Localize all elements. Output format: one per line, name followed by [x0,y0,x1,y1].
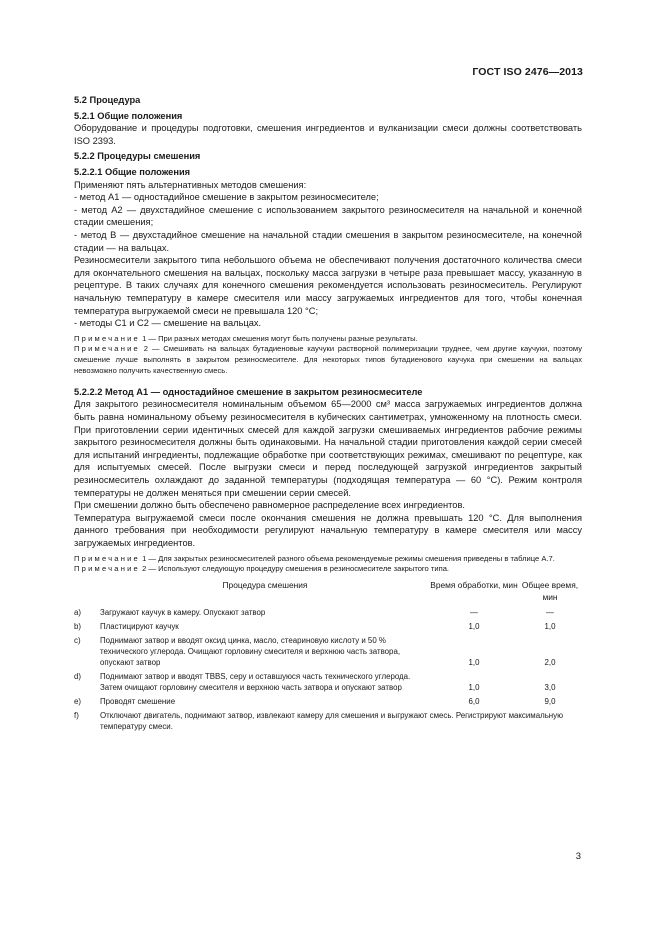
heading-5-2-2-1: 5.2.2.1 Общие положения [74,166,191,177]
row-total: 3,0 [544,683,556,693]
column-header-total: Общее время, мин [521,580,579,603]
paragraph-temperature: Температура выгружаемой смеси после окончания смешения не должна превышать 120 °С. Для выполнения данного требования при необходимости регулируют начальную температуру в камере смесителя или массу загружаемых ингредиентов. [74,512,582,548]
row-id: с) [74,636,81,646]
page-content [74,94,582,732]
note-label: Примечание [74,344,140,354]
row-id: f) [74,711,79,721]
paragraph-5-2-1: Оборудование и процедуры подготовки, смешения ингредиентов и вулканизации смеси должны соответствовать ISO 2393. [74,123,582,146]
method-b: - метод В — двухстадийное смешение на начальной стадии смешения в закрытом резиносмесителе, на конечной стадии — на вальцах. [74,229,582,253]
heading-5-2: 5.2 Процедура [74,95,141,105]
row-time: 1,0 [468,683,480,693]
note-label: Примечание [74,553,140,563]
note-text: 1 — Для закрытых резиносмесителей разного объема рекомендуемые режимы смешения приведены в таблице А.7. [139,553,555,563]
row-id: е) [74,697,82,707]
table-row [74,696,582,707]
note-text: 1 — При разных методах смешения могут быть получены разные результаты. [139,333,418,343]
row-procedure: Отключают двигатель, поднимают затвор, извлекают камеру для смешения и выгружают смесь. Регистрируют максимальную температуру смеси. [100,711,564,732]
table-row [74,635,582,668]
row-total: 1,0 [544,622,556,632]
row-total: — [546,608,554,618]
row-id: d) [74,672,82,682]
column-header-procedure: Процедура смешения [222,580,308,591]
note-2 [74,344,582,376]
heading-5-2-1: 5.2.1 Общие положения [74,110,183,121]
note-1 [74,334,582,345]
table-row [74,621,582,632]
note-label: Примечание [74,564,140,574]
row-time: 1,0 [468,658,480,668]
row-procedure: Проводят смешение [100,697,176,707]
row-procedure: Поднимают затвор и вводят TBBS, серу и оставшуюся часть технического углерода. Затем очищают горловину смесителя и верхнюю часть затвора и опускают затвор [100,672,411,693]
note-1 [74,554,582,565]
row-procedure: Загружают каучук в камеру. Опускают затвор [100,608,266,618]
mixing-procedure-table [74,579,582,732]
table-row [74,607,582,618]
paragraph-mixer-volume: Для закрытого резиносмесителя номинальным объемом 65—2000 см³ масса загружаемых ингредиентов должна быть равна номинальному объему резиносмесителя в кубических сантиметрах, умноженному на плотность смеси. При приготовлении серии идентичных смесей для каждой загрузки смешиваемых ингредиентов рабочие режимы закрытого резиносмесителя должны быть одинаковыми. На начальной стадии приготовления каждой серии смесей для испытаний ингредиенты, подлежащие обработке при соответствующих режимах, смешивают по рецептуре, как для испытуемых смесей. После выгрузки смеси и перед последующей загрузкой ингредиентов закрытый резиносмеситель охлаждают до заданной температуры (подходящая температура — 60 °С). Режим контроля температуры не должен меняться при смешении серии смесей. [74,399,582,498]
note-text: 2 — Используют следующую процедуру смешения в резиносмесителе закрытого типа. [139,564,450,574]
page-number: 3 [575,851,581,862]
paragraph-distribution: При смешении должно быть обеспечено равномерное распределение всех ингредиентов. [74,500,465,511]
note-text: 2 — Смешивать на вальцах бутадиеновые каучуки растворной полимеризации труднее, чем другие каучуки, поэтому смешение лучше выполнять в закрытом резиносмесителе. Для некоторых типов бутадиенового каучука при смешении на вальцах невозможно получить качественную смесь. [74,344,582,376]
row-id: b) [74,622,82,632]
row-id: а) [74,608,82,618]
heading-5-2-2-2: 5.2.2.2 Метод А1 — одностадийное смешение в закрытом резиносмесителе [74,386,423,397]
row-total: 9,0 [544,697,556,707]
row-procedure: Поднимают затвор и вводят оксид цинка, масло, стеариновую кислоту и 50 % технического углерода. Очищают горловину смесителя и верхнюю часть затвора, опускают затвор [100,636,401,668]
heading-5-2-2: 5.2.2 Процедуры смешения [74,151,201,162]
column-header-time: Время обработки, мин [430,580,518,591]
table-header-row [74,579,582,603]
method-a2: - метод А2 — двухстадийное смешение с использованием закрытого резиносмесителя на начальной и конечной стадии смешения; [74,204,582,228]
note-label: Примечание [74,333,140,343]
table-row [74,671,582,693]
methods-intro: Применяют пять альтернативных методов смешения: [74,179,307,190]
note-2 [74,564,582,575]
standard-header: ГОСТ ISO 2476—2013 [472,66,583,78]
paragraph-internal-mixer: Резиносмесители закрытого типа небольшого объема не обеспечивают получения достаточного количества смеси для окончательного смешения на вальцах, поскольку масса загрузки в четыре раза превышает массу, указанную в рецептуре. В таких случаях для конечного смешения рекомендуется использовать резиносмеситель. Регулируют начальную температуру в камере смесителя или массу загружаемых ингредиентов для того, чтобы конечная температура выгружаемой смеси не превышала 120 °С; [74,255,582,316]
method-c: - методы С1 и С2 — смешение на вальцах. [74,318,262,329]
row-time: 6,0 [468,697,480,707]
row-total: 2,0 [544,658,556,668]
row-time: 1,0 [468,622,480,632]
row-procedure: Пластицируют каучук [100,622,179,632]
method-a1: - метод А1 — одностадийное смешение в закрытом резиносмесителе; [74,192,379,203]
row-time: — [470,608,478,618]
table-row [74,710,582,732]
